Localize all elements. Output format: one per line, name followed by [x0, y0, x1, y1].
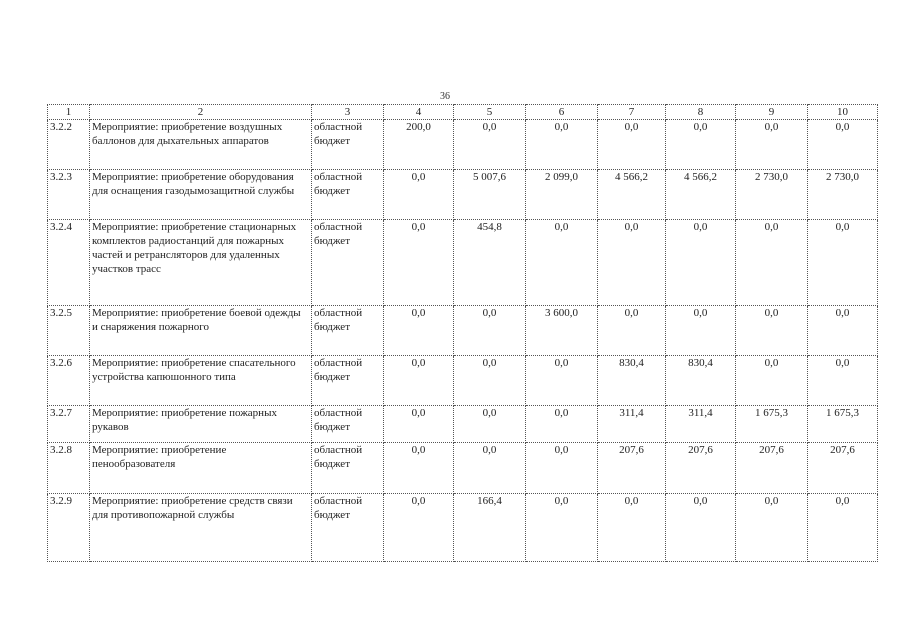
cell-value: 0,0 [666, 220, 736, 306]
cell-value: 4 566,2 [598, 170, 666, 220]
column-header: 9 [736, 105, 808, 120]
cell-value: 0,0 [454, 120, 526, 170]
row-id: 3.2.7 [48, 406, 90, 443]
cell-value: 207,6 [598, 443, 666, 494]
table-row [48, 356, 878, 406]
cell-value: 2 730,0 [736, 170, 808, 220]
cell-value: 2 730,0 [808, 170, 878, 220]
cell-value: 0,0 [598, 220, 666, 306]
row-description: Мероприятие: приобретение спасательного устройства капюшонного типа [90, 356, 312, 406]
row-description: Мероприятие: приобретение пожарных рукавов [90, 406, 312, 443]
cell-value: 0,0 [454, 406, 526, 443]
table-row [48, 220, 878, 306]
cell-value: 200,0 [384, 120, 454, 170]
table-row [48, 120, 878, 170]
cell-value: 166,4 [454, 494, 526, 562]
row-source: областной бюджет [312, 306, 384, 356]
cell-value: 0,0 [598, 120, 666, 170]
cell-value: 0,0 [598, 494, 666, 562]
cell-value: 0,0 [454, 356, 526, 406]
cell-value: 0,0 [666, 494, 736, 562]
cell-value: 0,0 [736, 356, 808, 406]
column-header: 2 [90, 105, 312, 120]
row-id: 3.2.2 [48, 120, 90, 170]
cell-value: 0,0 [384, 356, 454, 406]
row-id: 3.2.4 [48, 220, 90, 306]
column-header: 4 [384, 105, 454, 120]
cell-value: 0,0 [598, 306, 666, 356]
row-description: Мероприятие: приобретение стационарных комплектов радиостанций для пожарных частей и ретрансляторов для удаленных участков трасс [90, 220, 312, 306]
column-header: 1 [48, 105, 90, 120]
row-id: 3.2.8 [48, 443, 90, 494]
header-row [48, 105, 878, 120]
cell-value: 0,0 [384, 220, 454, 306]
cell-value: 454,8 [454, 220, 526, 306]
cell-value: 830,4 [598, 356, 666, 406]
cell-value: 0,0 [808, 120, 878, 170]
cell-value: 0,0 [384, 170, 454, 220]
row-description: Мероприятие: приобретение оборудования для оснащения газодымозащитной службы [90, 170, 312, 220]
table-row [48, 494, 878, 562]
cell-value: 207,6 [736, 443, 808, 494]
row-source: областной бюджет [312, 443, 384, 494]
row-source: областной бюджет [312, 406, 384, 443]
row-source: областной бюджет [312, 494, 384, 562]
table-row [48, 443, 878, 494]
table-row [48, 406, 878, 443]
cell-value: 0,0 [808, 494, 878, 562]
page-number: 36 [440, 91, 450, 102]
table-row [48, 170, 878, 220]
cell-value: 2 099,0 [526, 170, 598, 220]
cell-value: 207,6 [666, 443, 736, 494]
cell-value: 3 600,0 [526, 306, 598, 356]
cell-value: 0,0 [736, 306, 808, 356]
cell-value: 0,0 [384, 406, 454, 443]
column-header: 5 [454, 105, 526, 120]
row-id: 3.2.3 [48, 170, 90, 220]
column-header: 6 [526, 105, 598, 120]
cell-value: 0,0 [526, 406, 598, 443]
cell-value: 0,0 [666, 306, 736, 356]
cell-value: 1 675,3 [808, 406, 878, 443]
cell-value: 0,0 [736, 494, 808, 562]
cell-value: 0,0 [454, 443, 526, 494]
cell-value: 0,0 [526, 120, 598, 170]
row-source: областной бюджет [312, 356, 384, 406]
cell-value: 0,0 [526, 443, 598, 494]
cell-value: 0,0 [384, 494, 454, 562]
cell-value: 0,0 [736, 220, 808, 306]
cell-value: 0,0 [526, 220, 598, 306]
cell-value: 0,0 [808, 220, 878, 306]
cell-value: 0,0 [384, 306, 454, 356]
row-source: областной бюджет [312, 170, 384, 220]
cell-value: 0,0 [666, 120, 736, 170]
cell-value: 311,4 [598, 406, 666, 443]
row-id: 3.2.5 [48, 306, 90, 356]
cell-value: 0,0 [808, 356, 878, 406]
cell-value: 830,4 [666, 356, 736, 406]
cell-value: 0,0 [736, 120, 808, 170]
cell-value: 1 675,3 [736, 406, 808, 443]
cell-value: 0,0 [384, 443, 454, 494]
column-header: 10 [808, 105, 878, 120]
cell-value: 0,0 [454, 306, 526, 356]
column-header: 3 [312, 105, 384, 120]
row-description: Мероприятие: приобретение пенообразователя [90, 443, 312, 494]
row-id: 3.2.6 [48, 356, 90, 406]
cell-value: 0,0 [808, 306, 878, 356]
cell-value: 4 566,2 [666, 170, 736, 220]
budget-table [47, 104, 878, 562]
row-description: Мероприятие: приобретение боевой одежды и снаряжения пожарного [90, 306, 312, 356]
cell-value: 5 007,6 [454, 170, 526, 220]
cell-value: 207,6 [808, 443, 878, 494]
table-row [48, 306, 878, 356]
row-id: 3.2.9 [48, 494, 90, 562]
row-description: Мероприятие: приобретение средств связи для противопожарной службы [90, 494, 312, 562]
column-header: 8 [666, 105, 736, 120]
row-description: Мероприятие: приобретение воздушных баллонов для дыхательных аппаратов [90, 120, 312, 170]
cell-value: 0,0 [526, 356, 598, 406]
row-source: областной бюджет [312, 220, 384, 306]
cell-value: 311,4 [666, 406, 736, 443]
column-header: 7 [598, 105, 666, 120]
row-source: областной бюджет [312, 120, 384, 170]
cell-value: 0,0 [526, 494, 598, 562]
